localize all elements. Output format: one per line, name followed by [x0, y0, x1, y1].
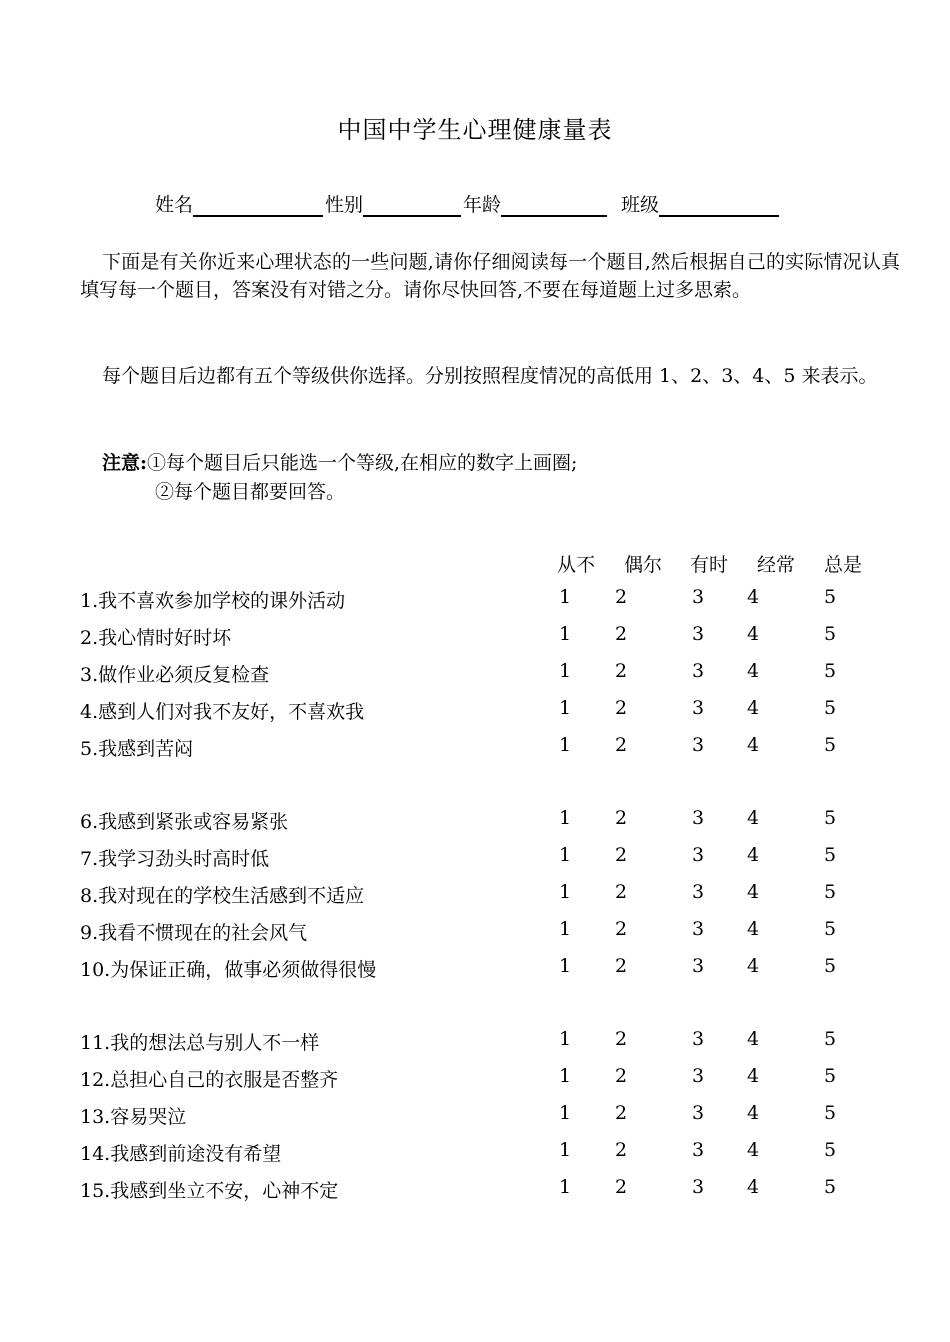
rating-option-5[interactable]: 5: [823, 918, 837, 940]
rating-option-4[interactable]: 4: [746, 881, 760, 903]
age-label: 年龄: [463, 194, 502, 216]
rating-option-1[interactable]: 1: [558, 844, 572, 866]
question-text: 4.感到人们对我不友好，不喜欢我: [80, 701, 365, 723]
rating-option-1[interactable]: 1: [558, 807, 572, 829]
rating-option-4[interactable]: 4: [746, 844, 760, 866]
rating-option-4[interactable]: 4: [746, 660, 760, 682]
rating-option-5[interactable]: 5: [823, 881, 837, 903]
rating-option-4[interactable]: 4: [746, 807, 760, 829]
question-text: 14.我感到前途没有希望: [80, 1143, 282, 1165]
rating-option-4[interactable]: 4: [746, 586, 760, 608]
rating-option-2[interactable]: 2: [614, 1028, 628, 1050]
rating-option-2[interactable]: 2: [614, 1102, 628, 1124]
gender-label: 性别: [325, 194, 364, 216]
question-row: [80, 1102, 880, 1132]
rating-option-1[interactable]: 1: [558, 1176, 572, 1198]
rating-option-3[interactable]: 3: [691, 734, 705, 756]
rating-option-5[interactable]: 5: [823, 623, 837, 645]
scale-header-often: 经常: [757, 554, 796, 576]
question-row: [80, 918, 880, 948]
rating-option-5[interactable]: 5: [823, 660, 837, 682]
rating-option-3[interactable]: 3: [691, 1102, 705, 1124]
rating-option-1[interactable]: 1: [558, 1139, 572, 1161]
rating-option-3[interactable]: 3: [691, 697, 705, 719]
rating-option-3[interactable]: 3: [691, 1028, 705, 1050]
student-info-row: [155, 190, 781, 217]
rating-option-2[interactable]: 2: [614, 1176, 628, 1198]
rating-option-1[interactable]: 1: [558, 1102, 572, 1124]
rating-option-2[interactable]: 2: [614, 881, 628, 903]
rating-option-3[interactable]: 3: [691, 844, 705, 866]
rating-option-5[interactable]: 5: [823, 1028, 837, 1050]
rating-option-3[interactable]: 3: [691, 1176, 705, 1198]
intro-paragraph: 下面是有关你近来心理状态的一些问题,请你仔细阅读每一个题目,然后根据自己的实际情况认真填写每一个题目，答案没有对错之分。请你尽快回答,不要在每道题上过多思索。: [80, 251, 900, 301]
rating-option-3[interactable]: 3: [691, 1065, 705, 1087]
class-label: 班级: [621, 194, 660, 216]
rating-option-3[interactable]: 3: [691, 1139, 705, 1161]
rating-option-2[interactable]: 2: [614, 1139, 628, 1161]
question-text: 13.容易哭泣: [80, 1106, 187, 1128]
rating-option-2[interactable]: 2: [614, 586, 628, 608]
rating-option-5[interactable]: 5: [823, 844, 837, 866]
rating-option-1[interactable]: 1: [558, 918, 572, 940]
rating-option-4[interactable]: 4: [746, 1139, 760, 1161]
rating-option-1[interactable]: 1: [558, 697, 572, 719]
question-row: [80, 697, 880, 727]
rating-option-1[interactable]: 1: [558, 881, 572, 903]
rating-option-2[interactable]: 2: [614, 955, 628, 977]
rating-option-3[interactable]: 3: [691, 660, 705, 682]
rating-option-3[interactable]: 3: [691, 918, 705, 940]
rating-option-2[interactable]: 2: [614, 1065, 628, 1087]
question-text: 1.我不喜欢参加学校的课外活动: [80, 590, 346, 612]
rating-option-4[interactable]: 4: [746, 1176, 760, 1198]
note-label: 注意:: [102, 452, 148, 474]
question-text: 3.做作业必须反复检查: [80, 664, 270, 686]
rating-option-1[interactable]: 1: [558, 660, 572, 682]
rating-option-4[interactable]: 4: [746, 955, 760, 977]
rating-option-5[interactable]: 5: [823, 1139, 837, 1161]
question-row: [80, 881, 880, 911]
question-text: 7.我学习劲头时高时低: [80, 848, 270, 870]
rating-option-2[interactable]: 2: [614, 844, 628, 866]
rating-option-2[interactable]: 2: [614, 734, 628, 756]
scale-header-sometimes: 有时: [690, 554, 729, 576]
note-line-2: ②每个题目都要回答。: [155, 481, 346, 503]
scale-header-always: 总是: [824, 554, 863, 576]
rating-option-5[interactable]: 5: [823, 807, 837, 829]
rating-option-1[interactable]: 1: [558, 734, 572, 756]
question-row: [80, 586, 880, 616]
question-row: [80, 660, 880, 690]
scale-explanation: 每个题目后边都有五个等级供你选择。分别按照程度情况的高低用 1、2、3、4、5 来表示。: [102, 365, 878, 387]
rating-option-5[interactable]: 5: [823, 1176, 837, 1198]
question-text: 8.我对现在的学校生活感到不适应: [80, 885, 365, 907]
rating-option-2[interactable]: 2: [614, 660, 628, 682]
question-row: [80, 844, 880, 874]
rating-option-2[interactable]: 2: [614, 918, 628, 940]
rating-option-2[interactable]: 2: [614, 807, 628, 829]
question-text: 11.我的想法总与别人不一样: [80, 1032, 320, 1054]
rating-option-4[interactable]: 4: [746, 1102, 760, 1124]
rating-option-1[interactable]: 1: [558, 1065, 572, 1087]
rating-option-4[interactable]: 4: [746, 697, 760, 719]
question-row: [80, 807, 880, 837]
rating-option-4[interactable]: 4: [746, 734, 760, 756]
rating-option-3[interactable]: 3: [691, 881, 705, 903]
rating-option-5[interactable]: 5: [823, 1065, 837, 1087]
rating-option-4[interactable]: 4: [746, 1028, 760, 1050]
rating-option-2[interactable]: 2: [614, 623, 628, 645]
scale-header-occasionally: 偶尔: [624, 554, 663, 576]
question-row: [80, 623, 880, 653]
rating-option-3[interactable]: 3: [691, 955, 705, 977]
question-text: 2.我心情时好时坏: [80, 627, 232, 649]
rating-option-2[interactable]: 2: [614, 697, 628, 719]
age-field[interactable]: [501, 193, 607, 217]
rating-option-1[interactable]: 1: [558, 586, 572, 608]
question-row: [80, 1139, 880, 1169]
rating-option-3[interactable]: 3: [691, 623, 705, 645]
rating-option-4[interactable]: 4: [746, 623, 760, 645]
rating-option-3[interactable]: 3: [691, 807, 705, 829]
question-row: [80, 1176, 880, 1206]
rating-option-3[interactable]: 3: [691, 586, 705, 608]
name-field[interactable]: [193, 193, 323, 217]
note-line-1: ①每个题目后只能选一个等级,在相应的数字上画圈;: [147, 452, 578, 474]
page-title: 中国中学生心理健康量表: [337, 116, 613, 144]
class-field[interactable]: [659, 193, 779, 217]
instructions-note: [102, 449, 577, 507]
gender-field[interactable]: [363, 193, 461, 217]
rating-option-1[interactable]: 1: [558, 955, 572, 977]
rating-option-1[interactable]: 1: [558, 1028, 572, 1050]
rating-option-4[interactable]: 4: [746, 1065, 760, 1087]
rating-option-1[interactable]: 1: [558, 623, 572, 645]
scale-header-never: 从不: [557, 554, 596, 576]
rating-option-5[interactable]: 5: [823, 697, 837, 719]
rating-option-4[interactable]: 4: [746, 918, 760, 940]
question-text: 12.总担心自己的衣服是否整齐: [80, 1069, 339, 1091]
rating-option-5[interactable]: 5: [823, 1102, 837, 1124]
question-text: 5.我感到苦闷: [80, 738, 194, 760]
question-text: 10.为保证正确，做事必须做得很慢: [80, 959, 377, 981]
question-text: 9.我看不惯现在的社会风气: [80, 922, 308, 944]
question-row: [80, 734, 880, 764]
rating-option-5[interactable]: 5: [823, 734, 837, 756]
rating-option-5[interactable]: 5: [823, 586, 837, 608]
question-row: [80, 1065, 880, 1095]
scale-header-row: [0, 550, 950, 578]
question-row: [80, 1028, 880, 1058]
question-text: 6.我感到紧张或容易紧张: [80, 811, 289, 833]
name-label: 姓名: [155, 194, 194, 216]
rating-option-5[interactable]: 5: [823, 955, 837, 977]
question-text: 15.我感到坐立不安，心神不定: [80, 1180, 339, 1202]
question-row: [80, 955, 880, 985]
